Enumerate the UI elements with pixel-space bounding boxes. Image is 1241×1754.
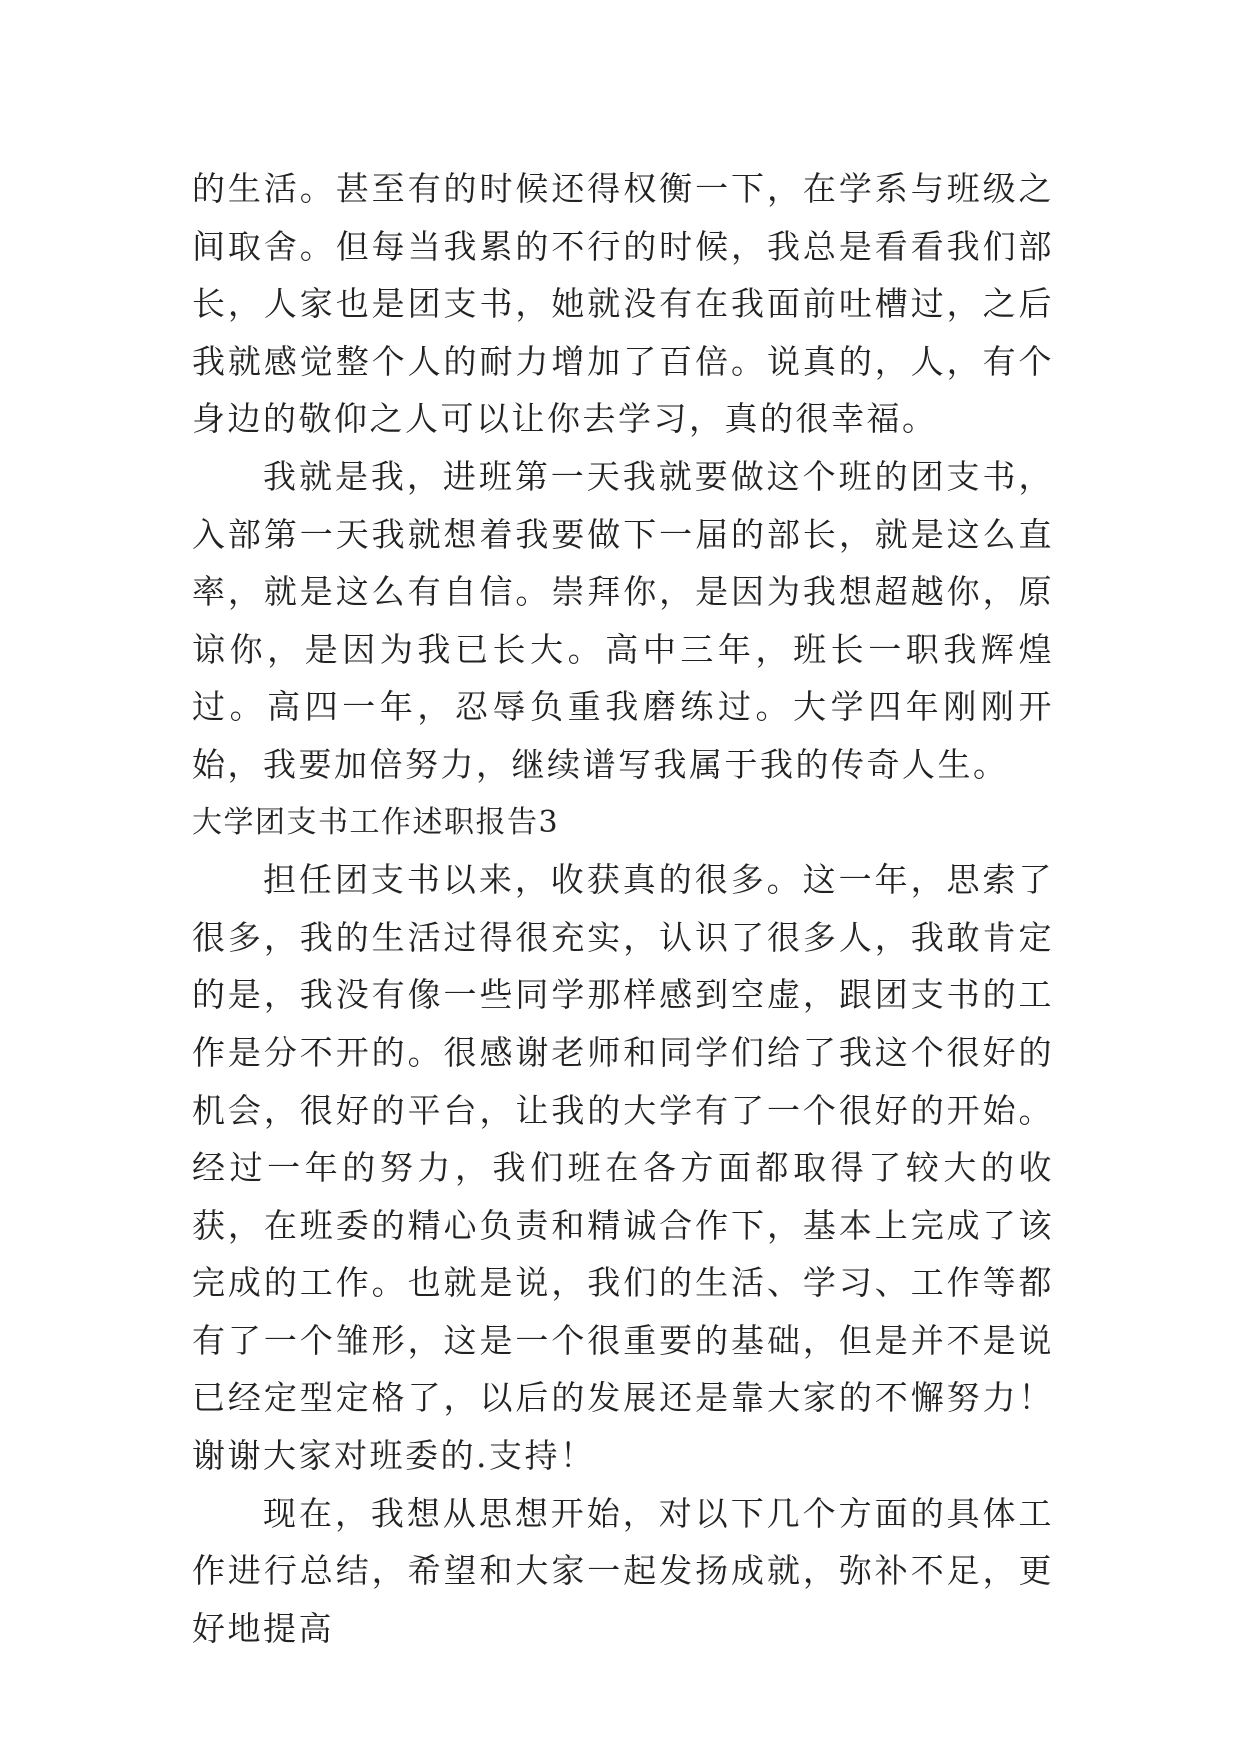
- paragraph-review: 担任团支书以来，收获真的很多。这一年，思索了很多，我的生活过得很充实，认识了很多人，我敢肯定的是，我没有像一些同学那样感到空虚，跟团支书的工作是分不开的。很感谢老师和同学们给了我这个很好的机会，很好的平台，让我的大学有了一个很好的开始。经过一年的努力，我们班在各方面都取得了较大的收获，在班委的精心负责和精诚合作下，基本上完成了该完成的工作。也就是说，我们的生活、学习、工作等都有了一个雏形，这是一个很重要的基础，但是并不是说已经定型定格了，以后的发展还是靠大家的不懈努力！谢谢大家对班委的.支持！: [192, 860, 1054, 1476]
- paragraph-summary-intro: 现在，我想从思想开始，对以下几个方面的具体工作进行总结，希望和大家一起发扬成就，弥补不足，更好地提高: [192, 1493, 1054, 1648]
- document-body: [192, 160, 1054, 1657]
- paragraph-continuation: 的生活。甚至有的时候还得权衡一下，在学系与班级之间取舍。但每当我累的不行的时候，我总是看看我们部长，人家也是团支书，她就没有在我面前吐槽过，之后我就感觉整个人的耐力增加了百倍。说真的，人，有个身边的敬仰之人可以让你去学习，真的很幸福。: [192, 169, 1054, 439]
- paragraph-self-introduction: 我就是我，进班第一天我就要做这个班的团支书，入部第一天我就想着我要做下一届的部长，就是这么直率，就是这么有自信。崇拜你，是因为我想超越你，原谅你，是因为我已长大。高中三年，班长一职我辉煌过。高四一年，忍辱负重我磨练过。大学四年刚刚开始，我要加倍努力，继续谱写我属于我的传奇人生。: [192, 456, 1054, 784]
- section-heading: 大学团支书工作述职报告3: [192, 804, 560, 840]
